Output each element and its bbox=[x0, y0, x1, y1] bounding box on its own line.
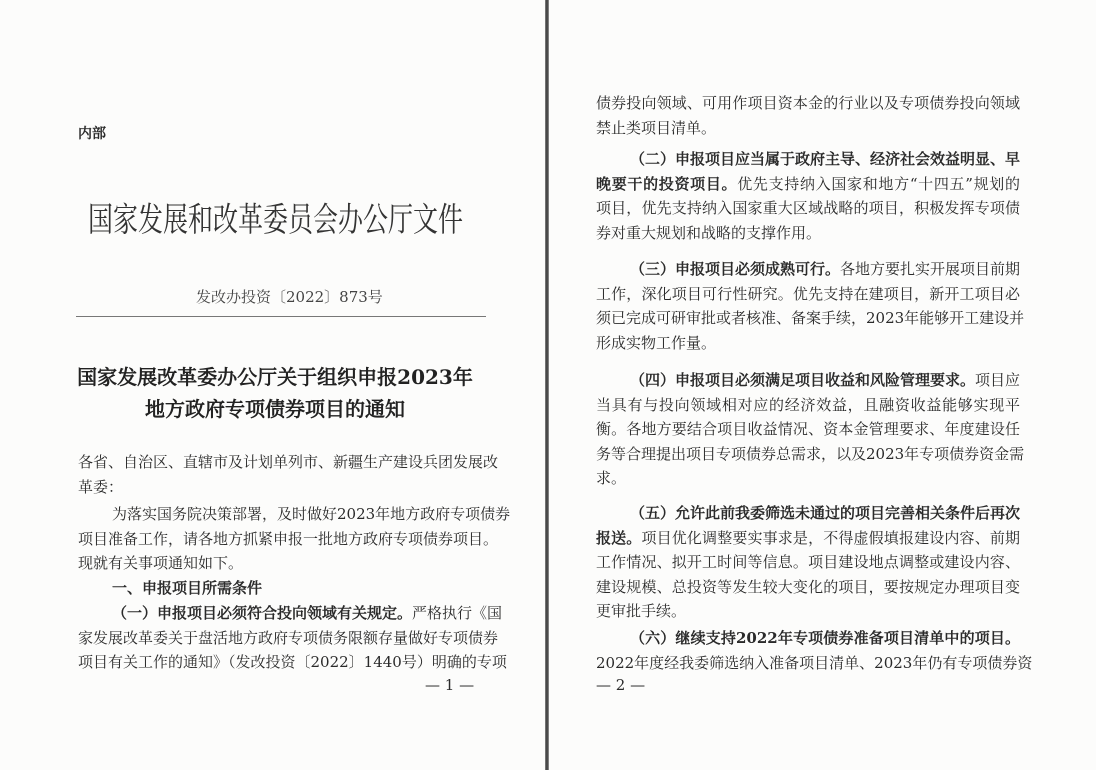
text-line bbox=[596, 526, 1020, 551]
bold-text: （一）申报项目必须符合投向领域有关规定。 bbox=[112, 604, 413, 622]
text-line bbox=[596, 466, 1020, 491]
paragraph bbox=[596, 368, 1025, 491]
text: 为落实国务院决策部署，及时做好2023年地方政府专项债券 bbox=[112, 505, 511, 523]
bold-text: （五）允许此前我委筛选未通过的项目完善相关条件后再次 bbox=[630, 504, 1021, 522]
text: 衡。各地方要结合项目收益情况、资本金管理要求、年度建设任 bbox=[596, 420, 1020, 438]
document-page-2 bbox=[549, 0, 1096, 770]
text-line bbox=[78, 626, 499, 651]
classification-label: 内部 bbox=[78, 126, 106, 142]
bold-text: （三）申报项目必须成熟可行。 bbox=[630, 260, 841, 278]
document-page-1 bbox=[0, 0, 545, 770]
text-line bbox=[596, 116, 1020, 141]
text-line bbox=[78, 650, 507, 675]
text: 2022年度经我委筛选纳入准备项目清单、2023年仍有专项债券资 bbox=[596, 653, 1033, 672]
paragraph bbox=[596, 626, 1033, 675]
text: 债券投向领域、可用作项目资本金的行业以及专项债券投向领域 bbox=[596, 94, 1020, 112]
paragraph bbox=[596, 91, 1020, 140]
text-line bbox=[596, 147, 1020, 172]
text-line bbox=[78, 527, 499, 552]
text-line bbox=[596, 599, 1020, 624]
text: 形成实物工作量。 bbox=[596, 333, 717, 352]
paragraph bbox=[78, 502, 511, 576]
text: 更审批手续。 bbox=[596, 602, 687, 620]
bold-text: （四）申报项目必须满足项目收益和风险管理要求。 bbox=[630, 371, 976, 389]
text: 项目有关工作的通知》（发改投资〔2022〕1440号）明确的专项 bbox=[78, 653, 507, 671]
text-line bbox=[596, 221, 1020, 246]
text: 工作，深化项目可行性研究。优先支持在建项目，新开工项目必 bbox=[596, 284, 1020, 303]
text: 各地方要扎实开展项目前期 bbox=[840, 260, 1021, 278]
text: 项目准备工作，请各地方抓紧申报一批地方政府专项债券项目。 bbox=[78, 529, 499, 548]
text: 工作情况、拟开工时间等信息。项目建设地点调整或建设内容、 bbox=[596, 553, 1020, 571]
paragraph bbox=[596, 257, 1025, 355]
text-line bbox=[596, 196, 1020, 221]
text-line bbox=[596, 282, 1020, 307]
issuer-header: 国家发展和改革委员会办公厅文件 bbox=[88, 200, 464, 240]
text: 项目应 bbox=[975, 371, 1021, 389]
text: 项目，优先支持纳入国家重大区域战略的项目，积极发挥专项债 bbox=[596, 199, 1020, 217]
text: 务等合理提出项目专项债券总需求，以及2023年专项债券资金需 bbox=[596, 444, 1025, 463]
text: 当具有与投向领域相对应的经济效益，且融资收益能够实现平 bbox=[596, 395, 1020, 414]
paragraph bbox=[596, 501, 1020, 624]
text: 优先支持纳入国家和地方“十四五”规划的 bbox=[737, 174, 1020, 193]
text-line bbox=[596, 306, 1025, 331]
text-line bbox=[596, 442, 1025, 467]
text-line bbox=[596, 575, 1020, 600]
text: 须已完成可研审批或者核准、备案手续，2023年能够开工建设并 bbox=[596, 309, 1025, 327]
text: 求。 bbox=[596, 469, 627, 487]
paragraph bbox=[78, 601, 507, 675]
paragraph bbox=[596, 147, 1020, 245]
text-line bbox=[78, 475, 478, 500]
text-line bbox=[596, 626, 1020, 651]
document-title-line-1: 国家发展改革委办公厅关于组织申报2023年 bbox=[77, 365, 473, 389]
bold-text: 晚要干的投资项目。 bbox=[596, 174, 738, 193]
text: 禁止类项目清单。 bbox=[596, 118, 717, 137]
section-heading bbox=[78, 576, 478, 601]
bold-text: （二）申报项目应当属于政府主导、经济社会效益明显、早 bbox=[630, 150, 1021, 168]
text: 现就有关事项通知如下。 bbox=[78, 554, 244, 572]
text-line bbox=[78, 450, 499, 475]
text-line bbox=[78, 601, 503, 626]
text-line bbox=[78, 502, 511, 527]
text: 严格执行《国 bbox=[412, 604, 503, 622]
header-divider bbox=[76, 316, 486, 317]
paragraph bbox=[78, 450, 499, 499]
text: 家发展改革委关于盘活地方政府专项债务限额存量做好专项债券 bbox=[78, 628, 499, 647]
text-line bbox=[596, 393, 1020, 418]
text: 建设规模、总投资等发生较大变化的项目，要按规定办理项目变 bbox=[596, 577, 1020, 596]
text: 革委： bbox=[78, 477, 124, 496]
page-number: — 2 — bbox=[596, 676, 646, 694]
text-line bbox=[596, 417, 1020, 442]
text: 项目优化调整要实事求是，不得虚假填报建设内容、前期 bbox=[641, 528, 1020, 547]
text-line bbox=[596, 368, 1020, 393]
page-number: — 1 — bbox=[425, 676, 475, 694]
text-line bbox=[596, 257, 1020, 282]
text-line bbox=[78, 576, 478, 601]
document-number: 发改办投资〔2022〕873号 bbox=[196, 288, 383, 306]
text-line bbox=[596, 550, 1020, 575]
text-line bbox=[596, 331, 1020, 356]
bold-text: 报送。 bbox=[596, 528, 642, 547]
bold-text: （六）继续支持2022年专项债券准备项目清单中的项目。 bbox=[630, 629, 1020, 647]
document-title-line-2: 地方政府专项债券项目的通知 bbox=[145, 397, 405, 421]
text: 券对重大规划和战略的支撑作用。 bbox=[596, 223, 822, 242]
text: 一、申报项目所需条件 bbox=[112, 579, 263, 597]
text-line bbox=[596, 91, 1020, 116]
text-line bbox=[596, 501, 1020, 526]
text: 各省、自治区、直辖市及计划单列市、新疆生产建设兵团发展改 bbox=[78, 453, 499, 471]
text-line bbox=[78, 551, 478, 576]
text-line bbox=[596, 172, 1020, 197]
text-line bbox=[596, 651, 1033, 676]
